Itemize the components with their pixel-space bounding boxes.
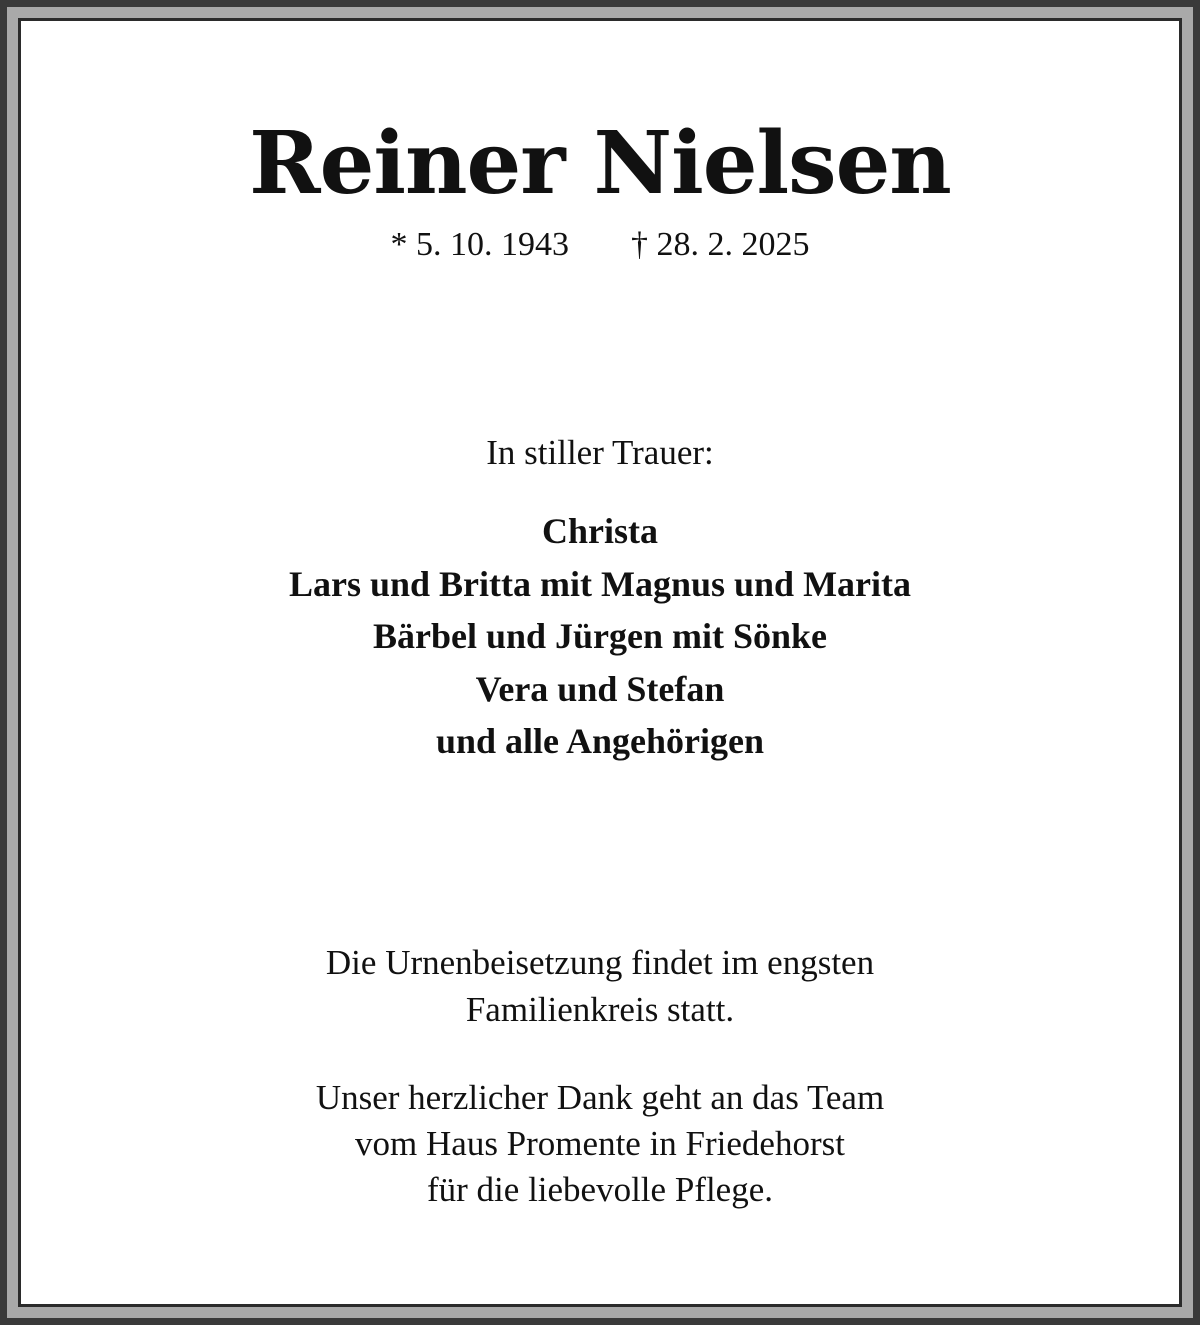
thanks-notice — [21, 1075, 1179, 1213]
mourner-line: und alle Angehörigen — [435, 721, 765, 761]
burial-line: Die Urnenbeisetzung findet im engsten — [325, 943, 875, 982]
birth-date: * 5. 10. 1943 — [390, 226, 569, 263]
deceased-name: Reiner Nielsen — [249, 113, 951, 214]
mourners-list — [21, 505, 1179, 768]
obituary-notice — [21, 21, 1179, 1304]
mourning-intro: In stiller Trauer: — [486, 433, 714, 472]
mourner-line: Vera und Stefan — [475, 668, 725, 709]
burial-notice — [21, 939, 1179, 1033]
mourner-line: Lars und Britta mit Magnus und Marita — [288, 563, 912, 604]
mourner-line: Bärbel und Jürgen mit Sönke — [372, 616, 828, 656]
burial-line: Familienkreis statt. — [465, 990, 735, 1029]
thanks-line: vom Haus Promente in Friedehorst — [355, 1124, 845, 1163]
mourner-line: Christa — [542, 511, 658, 551]
gray-border-frame — [7, 7, 1193, 1318]
life-dates — [21, 225, 1179, 265]
inner-border-line — [18, 18, 1182, 1307]
thanks-line: für die liebevolle Pflege. — [427, 1170, 773, 1209]
thanks-line: Unser herzlicher Dank geht an das Team — [315, 1078, 885, 1117]
death-date: † 28. 2. 2025 — [631, 226, 810, 263]
